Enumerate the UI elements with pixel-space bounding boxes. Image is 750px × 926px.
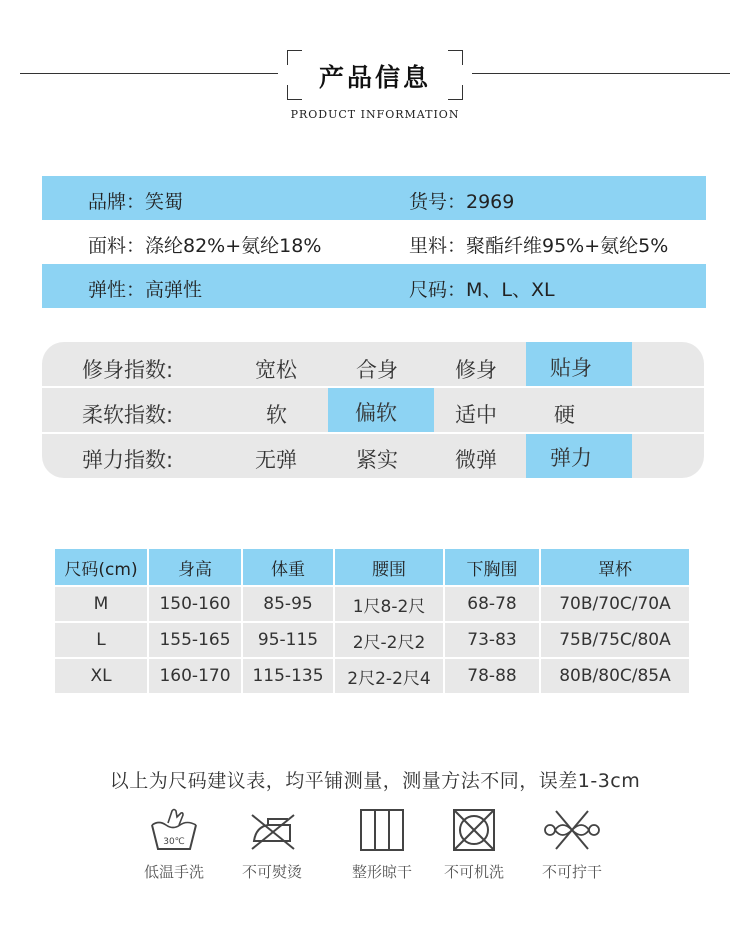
table-cell: 160-170 (149, 659, 241, 693)
fit-option: 软 (266, 403, 287, 427)
table-cell: 150-160 (149, 587, 241, 621)
table-row (55, 587, 689, 621)
no-machine-wash-icon (446, 805, 502, 855)
fit-option: 紧实 (356, 448, 398, 472)
fit-label-softness: 柔软指数: (82, 403, 174, 427)
header-line-left (20, 73, 278, 74)
table-header-cell: 罩杯 (541, 549, 689, 585)
fit-option: 微弹 (455, 448, 497, 472)
care-item-line-dry (342, 805, 422, 882)
no-iron-icon (244, 805, 300, 855)
table-cell: 115-135 (243, 659, 333, 693)
care-item-no-machine-wash (434, 805, 514, 882)
table-header-cell: 尺码(cm) (55, 549, 147, 585)
wash-temperature: 30℃ (163, 837, 185, 847)
care-label: 不可拧干 (541, 863, 602, 881)
lining-text: 里料：聚酯纤维95%+氨纶5% (409, 235, 669, 257)
title-frame (287, 50, 463, 100)
item-number-text: 货号：2969 (409, 191, 515, 213)
care-label: 不可熨烫 (241, 863, 302, 881)
care-label: 低温手洗 (143, 863, 204, 881)
table-cell: XL (55, 659, 147, 693)
fit-option-selected: 贴身 (550, 356, 592, 380)
table-cell: M (55, 587, 147, 621)
care-label: 不可机洗 (443, 863, 504, 881)
info-row-brand (42, 176, 706, 220)
table-cell: 85-95 (243, 587, 333, 621)
table-header-cell: 体重 (243, 549, 333, 585)
fit-index-panel (42, 342, 704, 478)
header-line-right (472, 73, 730, 74)
fit-option: 修身 (455, 358, 497, 382)
sizes-text: 尺码：M、L、XL (409, 279, 555, 301)
size-table (53, 547, 691, 695)
table-cell: 1尺8-2尺 (335, 587, 443, 621)
care-item-no-wring (532, 805, 612, 882)
elasticity-text: 弹性：高弹性 (88, 279, 203, 301)
table-row (55, 659, 689, 693)
fit-option: 无弹 (255, 448, 297, 472)
fit-option: 宽松 (255, 358, 297, 382)
table-cell: 155-165 (149, 623, 241, 657)
table-cell: 73-83 (445, 623, 539, 657)
table-cell: 68-78 (445, 587, 539, 621)
table-header-cell: 腰围 (335, 549, 443, 585)
size-note: 以上为尺码建议表，均平铺测量，测量方法不同，误差1-3cm (109, 770, 641, 792)
table-cell: 95-115 (243, 623, 333, 657)
fit-option: 硬 (554, 403, 575, 427)
line-dry-icon (354, 805, 410, 855)
table-cell: 78-88 (445, 659, 539, 693)
page-title: 产品信息 (318, 63, 431, 92)
hand-wash-icon (146, 805, 202, 855)
care-item-hand-wash (134, 805, 214, 882)
fit-separator (42, 386, 704, 388)
brand-text: 品牌：笑蜀 (88, 191, 184, 213)
table-cell: L (55, 623, 147, 657)
fit-label-fitness: 修身指数: (82, 358, 174, 382)
table-row (55, 623, 689, 657)
care-item-no-iron (232, 805, 312, 882)
info-row-elasticity (42, 264, 706, 308)
fit-option-selected: 偏软 (355, 401, 397, 425)
fit-option: 适中 (455, 403, 497, 427)
table-header-cell: 身高 (149, 549, 241, 585)
table-cell: 80B/80C/85A (541, 659, 689, 693)
table-cell: 75B/75C/80A (541, 623, 689, 657)
table-cell: 2尺-2尺2 (335, 623, 443, 657)
care-label: 整形晾干 (351, 863, 412, 881)
info-row-fabric (42, 220, 706, 264)
page-subtitle: PRODUCT INFORMATION (290, 108, 460, 121)
fit-separator (42, 432, 704, 434)
table-header-row (55, 549, 689, 585)
fit-option-selected: 弹力 (550, 446, 592, 470)
table-cell: 70B/70C/70A (541, 587, 689, 621)
table-cell: 2尺2-2尺4 (335, 659, 443, 693)
no-wring-icon (540, 805, 604, 855)
table-header-cell: 下胸围 (445, 549, 539, 585)
fit-option: 合身 (356, 358, 398, 382)
fit-label-elasticity: 弹力指数: (82, 448, 174, 472)
fabric-text: 面料：涤纶82%+氨纶18% (88, 235, 322, 257)
